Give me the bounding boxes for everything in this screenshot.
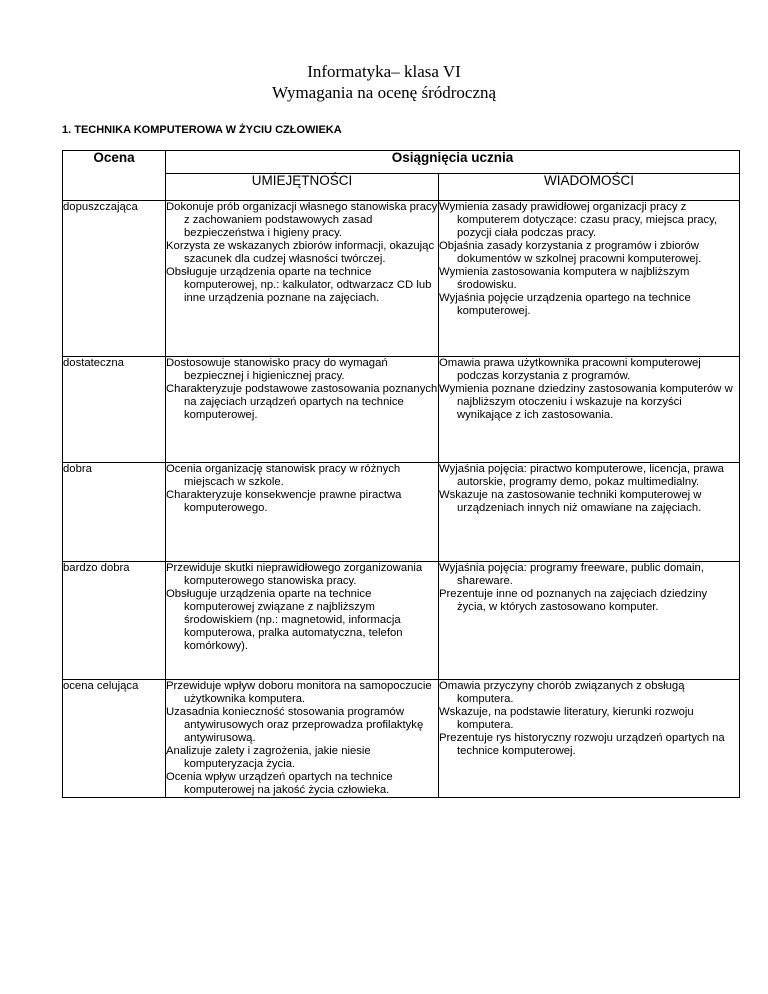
skills-cell [166, 357, 439, 463]
skills-cell [166, 201, 439, 357]
grade-cell: dopuszczająca [63, 201, 166, 357]
knowledge-item: Wyjaśnia pojęcie urządzenia opartego na technice komputerowej. [439, 292, 691, 317]
knowledge-cell [439, 680, 740, 798]
skills-item: Przewiduje skutki nieprawidłowego zorganizowania komputerowego stanowiska pracy. [166, 562, 423, 587]
knowledge-item: Wskazuje na zastosowanie techniki komputerowej w urządzeniach innych niż omawiane na zajęciach. [439, 489, 702, 514]
knowledge-item: Wymienia poznane dziedziny zastosowania komputerów w najbliższym otoczeniu i wskazuje na korzyści wynikające z ich zastosowania. [439, 383, 733, 421]
knowledge-cell [439, 463, 740, 562]
knowledge-item: Objaśnia zasady korzystania z programów i zbiorów dokumentów w szkolnej pracowni komputerowej. [439, 240, 702, 265]
knowledge-item: Wymienia zasady prawidłowej organizacji pracy z komputerem dotyczące: czasu pracy, miejsca pracy, pozycji ciała podczas pracy. [439, 201, 718, 239]
section-heading: 1. TECHNIKA KOMPUTEROWA W ŻYCIU CZŁOWIEKA [62, 124, 342, 136]
knowledge-item: Omawia prawa użytkownika pracowni komputerowej podczas korzystania z programów. [439, 357, 701, 382]
requirements-table [62, 150, 740, 798]
knowledge-cell [439, 201, 740, 357]
skills-item: Ocenia organizację stanowisk pracy w różnych miejscach w szkole. [166, 463, 401, 488]
skills-item: Obsługuje urządzenia oparte na technice komputerowej związane z najbliższym środowiskiem (np.: magnetowid, informacja komputerowa, pralka automatyczna, telefon komórkowy). [166, 588, 403, 652]
skills-item: Ocenia wpływ urządzeń opartych na technice komputerowej na jakość życia człowieka. [166, 771, 393, 796]
knowledge-item: Omawia przyczyny chorób związanych z obsługą komputera. [439, 680, 685, 705]
header-achievements: Osiągnięcia ucznia [166, 151, 740, 174]
skills-cell [166, 562, 439, 680]
grade-cell: dobra [63, 463, 166, 562]
header-grade: Ocena [63, 151, 166, 201]
grade-cell: dostateczna [63, 357, 166, 463]
skills-item: Uzasadnia konieczność stosowania programów antywirusowych oraz przeprowadza profilaktykę antywirusową. [166, 706, 424, 744]
knowledge-cell [439, 357, 740, 463]
skills-item: Charakteryzuje konsekwencje prawne piractwa komputerowego. [166, 489, 402, 514]
grade-cell: ocena celująca [63, 680, 166, 798]
skills-item: Dokonuje prób organizacji własnego stanowiska pracy z zachowaniem podstawowych zasad bezpieczeństwa i higieny pracy. [166, 201, 438, 239]
table-row [63, 357, 740, 463]
table-row [63, 201, 740, 357]
knowledge-item: Prezentuje inne od poznanych na zajęciach dziedziny życia, w których zastosowano komputer. [439, 588, 708, 613]
knowledge-cell [439, 562, 740, 680]
knowledge-item: Wskazuje, na podstawie literatury, kierunki rozwoju komputera. [439, 706, 694, 731]
table-row [63, 562, 740, 680]
skills-cell [166, 463, 439, 562]
table-row [63, 680, 740, 798]
header-knowledge: WIADOMOŚCI [439, 174, 740, 201]
document-title: Informatyka– klasa VI [307, 62, 461, 81]
document-subtitle: Wymagania na ocenę śródroczną [271, 83, 497, 102]
skills-item: Analizuje zalety i zagrożenia, jakie niesie komputeryzacja życia. [166, 745, 371, 770]
knowledge-item: Wyjaśnia pojęcia: piractwo komputerowe, licencja, prawa autorskie, programy demo, pokaz multimedialny. [439, 463, 724, 488]
skills-item: Obsługuje urządzenia oparte na technice komputerowej, np.: kalkulator, odtwarzacz CD lub inne urządzenia poznane na zajęciach. [166, 266, 432, 304]
table-body [63, 201, 740, 798]
skills-item: Dostosowuje stanowisko pracy do wymagań bezpiecznej i higienicznej pracy. [166, 357, 388, 382]
knowledge-item: Wymienia zastosowania komputera w najbliższym środowisku. [439, 266, 690, 291]
skills-item: Przewiduje wpływ doboru monitora na samopoczucie użytkownika komputera. [166, 680, 432, 705]
skills-item: Korzysta ze wskazanych zbiorów informacji, okazując szacunek dla cudzej własności twórczej. [166, 240, 435, 265]
skills-cell [166, 680, 439, 798]
skills-item: Charakteryzuje podstawowe zastosowania poznanych na zajęciach urządzeń opartych na technice komputerowej. [166, 383, 438, 421]
knowledge-item: Prezentuje rys historyczny rozwoju urządzeń opartych na technice komputerowej. [439, 732, 725, 757]
grade-cell: bardzo dobra [63, 562, 166, 680]
knowledge-item: Wyjaśnia pojęcia: programy freeware, public domain, shareware. [439, 562, 704, 587]
header-skills: UMIEJĘTNOŚCI [166, 174, 439, 201]
table-row [63, 463, 740, 562]
